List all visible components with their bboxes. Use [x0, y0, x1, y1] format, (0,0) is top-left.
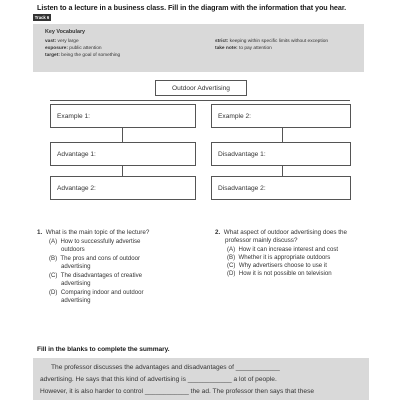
summary-box [33, 358, 369, 400]
vocab-item: exposure: public attention [45, 46, 102, 51]
q1-option-b[interactable]: (B) The pros and cons of outdoor advertising [49, 255, 141, 270]
vocab-item: vast: very large [45, 39, 79, 44]
q1-option-d[interactable]: (D) Comparing indoor and outdoor advertising [49, 289, 144, 304]
disadvantage-2-box[interactable]: Disadvantage 2: [211, 176, 351, 200]
vocab-item: strict: keeping within specific limits without exception [215, 39, 329, 44]
disadvantage-1-box[interactable]: Disadvantage 1: [211, 142, 351, 166]
q1-option-a[interactable]: (A) How to successfully advertise outdoors [49, 238, 141, 253]
vocab-item: take note: to pay attention [215, 46, 272, 51]
advantage-1-box[interactable]: Advantage 1: [50, 142, 196, 166]
diagram-connector [282, 166, 283, 176]
track-badge: Track 6 [34, 15, 50, 20]
instruction-text: Listen to a lecture in a business class. Fill in the diagram with the information that you hear. [37, 3, 347, 12]
summary-instruction: Fill in the blanks to complete the summary. [37, 346, 170, 353]
diagram-connector [282, 128, 283, 142]
question-2: 2. What aspect of outdoor advertising does the professor mainly discuss? [215, 229, 347, 244]
q2-option-b[interactable]: (B) Whether it is appropriate outdoors [227, 254, 331, 261]
key-vocabulary-box [33, 24, 364, 72]
advantage-2-box[interactable]: Advantage 2: [50, 176, 196, 200]
vocab-item: target: being the goal of something [45, 53, 121, 58]
question-1: 1. What is the main topic of the lecture? [37, 229, 150, 236]
diagram-title-box: Outdoor Advertising [155, 80, 247, 96]
q2-option-a[interactable]: (A) How it can increase interest and cost [227, 246, 339, 253]
vocabulary-title: Key Vocabulary [45, 29, 86, 35]
q1-option-c[interactable]: (C) The disadvantages of creative advertising [49, 272, 143, 287]
diagram-connector [122, 166, 123, 176]
q2-option-c[interactable]: (C) Why advertisers choose to use it [227, 262, 327, 269]
q2-option-d[interactable]: (D) How it is not possible on television [227, 270, 332, 277]
example-1-box[interactable]: Example 1: [50, 104, 196, 128]
example-2-box[interactable]: Example 2: [211, 104, 351, 128]
summary-line: advertising. He says that this kind of advertising is ____________ a lot of people. [40, 376, 277, 383]
diagram-connector [50, 100, 350, 101]
summary-line: However, it is also harder to control ____________ the ad. The professor then says that these [40, 388, 315, 395]
summary-line: The professor discusses the advantages and disadvantages of ____________ [51, 364, 280, 371]
diagram-connector [122, 128, 123, 142]
